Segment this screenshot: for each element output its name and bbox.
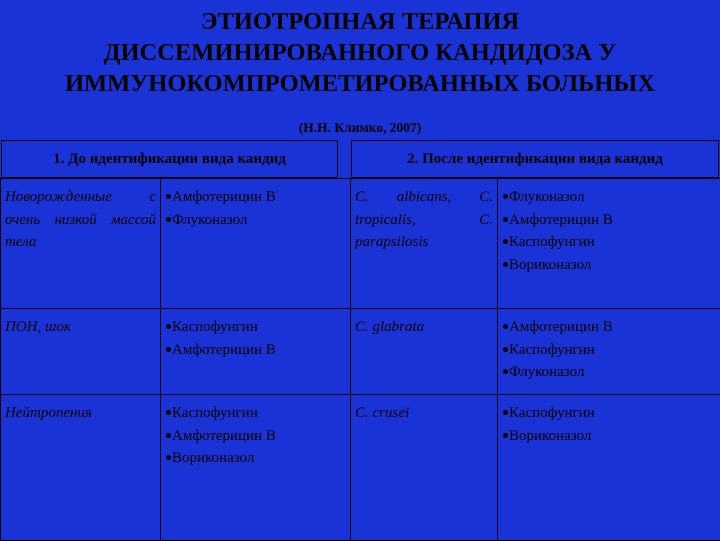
drug-name: Каспофунгин: [509, 234, 595, 250]
drug-item: [165, 209, 346, 232]
drug-item: [165, 339, 346, 362]
bullet-icon: [166, 194, 171, 199]
empirical-drugs-cell: [161, 395, 351, 541]
drug-name: Амфотерицин В: [172, 342, 276, 358]
bullet-icon: [166, 410, 171, 415]
bullet-icon: [166, 347, 171, 352]
therapy-table: [0, 178, 720, 541]
species-cell: C. glabrata: [351, 309, 498, 395]
table-row: [1, 179, 720, 309]
drug-item: [502, 186, 716, 209]
bullet-icon: [503, 217, 508, 222]
drug-name: Флуконазол: [509, 189, 584, 205]
bullet-icon: [166, 217, 171, 222]
drug-item: [165, 402, 346, 425]
header-after-identification: 2. После идентификации вида кандид: [351, 140, 719, 178]
drug-name: Флуконазол: [172, 212, 247, 228]
drug-name: Каспофунгин: [509, 405, 595, 421]
condition-cell: ПОН, шок: [1, 309, 161, 395]
drug-name: Вориконазол: [509, 257, 591, 273]
drug-name: Амфотерицин В: [172, 428, 276, 444]
title-line: ДИССЕМИНИРОВАННОГО КАНДИДОЗА У: [0, 37, 720, 68]
drug-name: Вориконазол: [509, 428, 591, 444]
drug-name: Вориконазол: [172, 450, 254, 466]
drug-item: [165, 316, 346, 339]
drug-name: Флуконазол: [509, 364, 584, 380]
drug-item: [165, 186, 346, 209]
drug-item: [165, 447, 346, 470]
bullet-icon: [166, 455, 171, 460]
drug-name: Каспофунгин: [509, 342, 595, 358]
drug-item: [502, 361, 716, 384]
bullet-icon: [503, 239, 508, 244]
bullet-icon: [503, 410, 508, 415]
drug-name: Каспофунгин: [172, 319, 258, 335]
drug-item: [502, 425, 716, 448]
bullet-icon: [166, 433, 171, 438]
bullet-icon: [503, 347, 508, 352]
drug-name: Каспофунгин: [172, 405, 258, 421]
bullet-icon: [503, 369, 508, 374]
targeted-drugs-cell: [498, 395, 720, 541]
species-cell: C. crusei: [351, 395, 498, 541]
condition-cell: Новорожденные с очень низкой массой тела: [1, 179, 161, 309]
drug-name: Амфотерицин В: [509, 212, 613, 228]
drug-item: [502, 339, 716, 362]
table-row: [1, 395, 720, 541]
table-row: [1, 309, 720, 395]
targeted-drugs-cell: [498, 309, 720, 395]
drug-item: [502, 209, 716, 232]
drug-item: [502, 231, 716, 254]
drug-item: [165, 425, 346, 448]
drug-name: Амфотерицин В: [509, 319, 613, 335]
targeted-drugs-cell: [498, 179, 720, 309]
bullet-icon: [503, 433, 508, 438]
bullet-icon: [503, 262, 508, 267]
drug-item: [502, 316, 716, 339]
header-before-identification: 1. До идентификации вида кандид: [1, 140, 338, 178]
condition-cell: Нейтропения: [1, 395, 161, 541]
bullet-icon: [503, 324, 508, 329]
slide-title: [0, 6, 720, 99]
drug-item: [502, 402, 716, 425]
drug-item: [502, 254, 716, 277]
drug-name: Амфотерицин В: [172, 189, 276, 205]
empirical-drugs-cell: [161, 309, 351, 395]
title-line: ЭТИОТРОПНАЯ ТЕРАПИЯ: [0, 6, 720, 37]
bullet-icon: [166, 324, 171, 329]
citation: (Н.Н. Климко, 2007): [0, 120, 720, 136]
bullet-icon: [503, 194, 508, 199]
empirical-drugs-cell: [161, 179, 351, 309]
species-cell: C. albicans, C. tropicalis, C. parapsilosis: [351, 179, 498, 309]
title-line: ИММУНОКОМПРОМЕТИРОВАННЫХ БОЛЬНЫХ: [0, 68, 720, 99]
